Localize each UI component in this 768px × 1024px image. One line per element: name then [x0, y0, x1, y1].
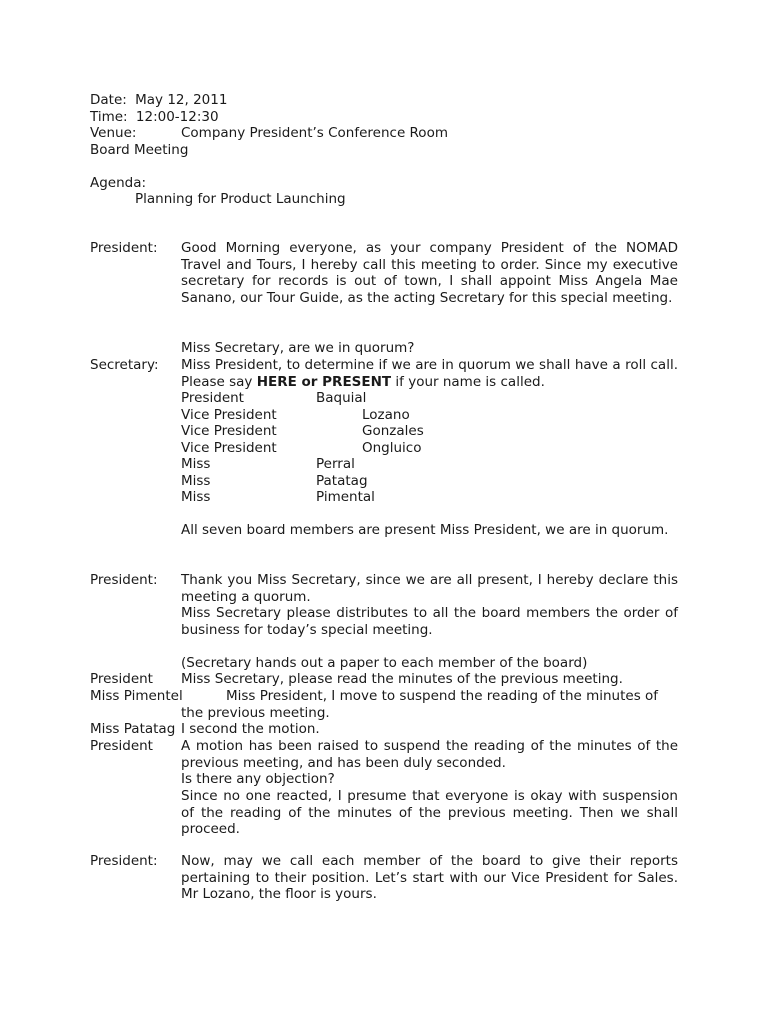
date-value: May 12, 2011 — [135, 92, 228, 108]
roll-call-title: Vice President — [181, 423, 277, 439]
speech-text: Miss Secretary, please read the minutes of the previous meeting. — [181, 671, 623, 687]
roll-call-name: Baquial — [316, 390, 367, 406]
speech-fragment: Miss President, to determine if we are in quorum we shall have a roll call. Please say — [181, 357, 678, 390]
roll-call-name: Patatag — [316, 473, 368, 489]
roll-call-title: Miss — [181, 473, 211, 489]
roll-call-title: Vice President — [181, 440, 277, 456]
speaker-label: President — [90, 738, 153, 754]
speaker-label: President — [90, 671, 153, 687]
speech-text: Miss Secretary please distributes to all the board members the order of business for today’s special meeting. — [181, 605, 678, 638]
date-label: Date: — [90, 92, 127, 108]
speaker-label: President: — [90, 572, 158, 588]
speaker-label: Secretary: — [90, 357, 159, 373]
time-line — [90, 109, 219, 126]
roll-call-title: President — [181, 390, 244, 406]
speech-text: the previous meeting. — [181, 705, 330, 721]
agenda-item: Planning for Product Launching — [135, 191, 346, 207]
venue-label: Venue: — [90, 125, 137, 141]
speech-text: Is there any objection? — [181, 771, 335, 787]
speech-text: Now, may we call each member of the board to give their reports pertaining to their position. Let’s start with our Vice President for Sales. Mr Lozano, the floor is yours. — [181, 853, 678, 902]
speaker-label: President: — [90, 853, 158, 869]
stage-direction: (Secretary hands out a paper to each member of the board) — [181, 655, 588, 671]
venue-line — [90, 125, 448, 142]
speech-text: Miss President, I move to suspend the reading of the minutes of — [226, 688, 659, 704]
speech-text — [181, 357, 678, 390]
agenda-label: Agenda: — [90, 175, 147, 191]
roll-call-title: Miss — [181, 456, 211, 472]
speech-text: All seven board members are present Miss President, we are in quorum. — [181, 522, 669, 538]
time-label: Time: — [90, 109, 128, 125]
roll-call-name: Perral — [316, 456, 355, 472]
speaker-label: Miss Pimentel — [90, 688, 183, 704]
roll-call-name: Lozano — [362, 407, 410, 423]
speech-fragment: if your name is called. — [391, 373, 545, 390]
speech-text: Thank you Miss Secretary, since we are all present, I hereby declare this meeting a quorum. — [181, 572, 678, 605]
date-line — [90, 92, 227, 109]
roll-call-title: Miss — [181, 489, 211, 505]
speech-text: Good Morning everyone, as your company President of the NOMAD Travel and Tours, I hereby call this meeting to order. Since my executive secretary for records is out of town, I shall appoint Miss Angela Mae Sanano, our Tour Guide, as the acting Secretary for this special meeting. — [181, 240, 678, 306]
speech-text: I second the motion. — [181, 721, 320, 737]
venue-value: Company President’s Conference Room — [181, 125, 448, 141]
roll-call-title: Vice President — [181, 407, 277, 423]
speaker-label: Miss Patatag — [90, 721, 176, 737]
meeting-title: Board Meeting — [90, 142, 189, 158]
speech-emphasis: HERE or PRESENT — [256, 373, 392, 390]
speech-text: A motion has been raised to suspend the reading of the minutes of the previous meeting, and has been duly seconded. — [181, 738, 678, 771]
roll-call-name: Pimental — [316, 489, 375, 505]
roll-call-name: Gonzales — [362, 423, 424, 439]
speech-text: Miss Secretary, are we in quorum? — [181, 340, 415, 356]
speech-text: Since no one reacted, I presume that everyone is okay with suspension of the reading of the minutes of the previous meeting. Then we shall proceed. — [181, 788, 678, 837]
roll-call-name: Ongluico — [362, 440, 422, 456]
time-value: 12:00-12:30 — [135, 109, 219, 125]
speaker-label: President: — [90, 240, 158, 256]
